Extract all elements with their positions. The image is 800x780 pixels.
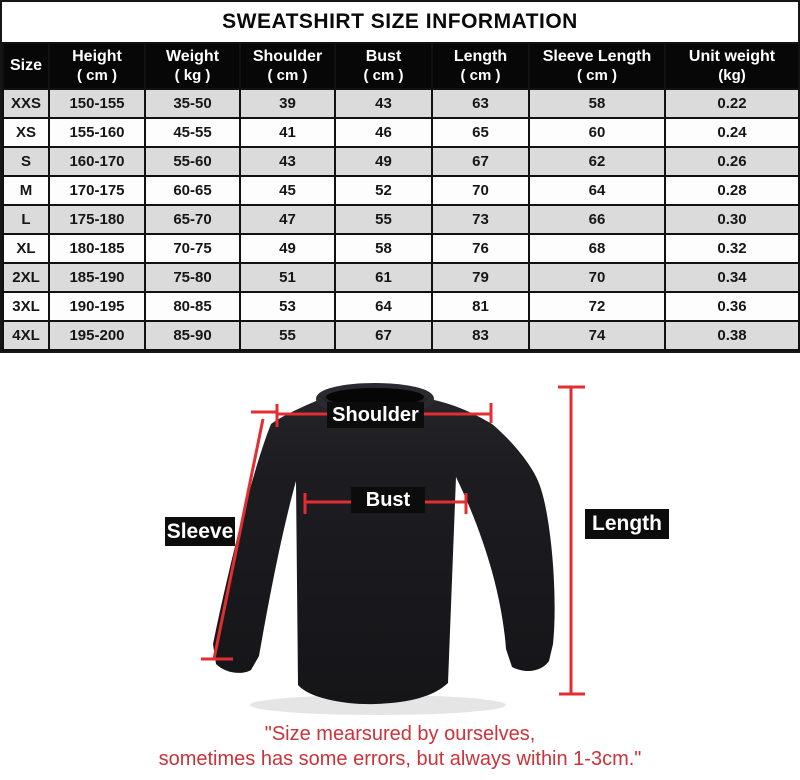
table-cell: 67 bbox=[335, 321, 432, 350]
table-cell: 49 bbox=[240, 234, 335, 263]
table-cell: 79 bbox=[432, 263, 529, 292]
column-header: Shoulder ( cm ) bbox=[240, 43, 335, 89]
table-cell: 35-50 bbox=[145, 89, 240, 118]
table-cell: L bbox=[3, 205, 49, 234]
table-cell: 63 bbox=[432, 89, 529, 118]
table-cell: 85-90 bbox=[145, 321, 240, 350]
column-header: Unit weight (kg) bbox=[665, 43, 799, 89]
table-cell: 41 bbox=[240, 118, 335, 147]
column-header: Height ( cm ) bbox=[49, 43, 145, 89]
table-cell: 43 bbox=[335, 89, 432, 118]
table-cell: 3XL bbox=[3, 292, 49, 321]
table-cell: 0.36 bbox=[665, 292, 799, 321]
table-cell: 175-180 bbox=[49, 205, 145, 234]
title-band bbox=[2, 2, 798, 42]
table-cell: 45-55 bbox=[145, 118, 240, 147]
table-cell: 170-175 bbox=[49, 176, 145, 205]
table-row bbox=[3, 147, 799, 176]
table-cell: M bbox=[3, 176, 49, 205]
measurement-disclaimer bbox=[0, 722, 800, 772]
table-cell: S bbox=[3, 147, 49, 176]
table-cell: 0.24 bbox=[665, 118, 799, 147]
table-cell: 0.28 bbox=[665, 176, 799, 205]
table-cell: 60 bbox=[529, 118, 665, 147]
table-cell: 70 bbox=[432, 176, 529, 205]
measurement-diagram bbox=[0, 367, 800, 723]
table-cell: 83 bbox=[432, 321, 529, 350]
sleeve-label: Sleeve bbox=[165, 517, 235, 546]
table-cell: 67 bbox=[432, 147, 529, 176]
table-cell: 39 bbox=[240, 89, 335, 118]
column-header: Size bbox=[3, 43, 49, 89]
table-cell: 180-185 bbox=[49, 234, 145, 263]
table-cell: 61 bbox=[335, 263, 432, 292]
table-cell: 55 bbox=[240, 321, 335, 350]
table-cell: XXS bbox=[3, 89, 49, 118]
table-cell: 64 bbox=[335, 292, 432, 321]
table-row bbox=[3, 263, 799, 292]
table-cell: 0.34 bbox=[665, 263, 799, 292]
table-cell: 52 bbox=[335, 176, 432, 205]
table-cell: XL bbox=[3, 234, 49, 263]
length-label: Length bbox=[585, 509, 669, 539]
table-cell: 76 bbox=[432, 234, 529, 263]
column-header: Length ( cm ) bbox=[432, 43, 529, 89]
table-cell: 72 bbox=[529, 292, 665, 321]
table-cell: 70 bbox=[529, 263, 665, 292]
sweatshirt-body bbox=[213, 385, 555, 704]
table-cell: 160-170 bbox=[49, 147, 145, 176]
table-cell: 75-80 bbox=[145, 263, 240, 292]
bust-label: Bust bbox=[351, 487, 425, 513]
size-table-block bbox=[0, 0, 800, 353]
table-cell: 185-190 bbox=[49, 263, 145, 292]
table-cell: 51 bbox=[240, 263, 335, 292]
table-cell: 74 bbox=[529, 321, 665, 350]
page-title: SWEATSHIRT SIZE INFORMATION bbox=[222, 10, 578, 33]
table-cell: 68 bbox=[529, 234, 665, 263]
table-cell: 195-200 bbox=[49, 321, 145, 350]
table-cell: 49 bbox=[335, 147, 432, 176]
table-row bbox=[3, 292, 799, 321]
table-row bbox=[3, 321, 799, 350]
table-cell: 47 bbox=[240, 205, 335, 234]
table-cell: 73 bbox=[432, 205, 529, 234]
table-cell: 0.22 bbox=[665, 89, 799, 118]
table-cell: XS bbox=[3, 118, 49, 147]
table-cell: 62 bbox=[529, 147, 665, 176]
size-table-header bbox=[3, 43, 799, 89]
size-table-body bbox=[3, 89, 799, 350]
table-cell: 58 bbox=[335, 234, 432, 263]
table-cell: 43 bbox=[240, 147, 335, 176]
table-cell: 55-60 bbox=[145, 147, 240, 176]
column-header: Bust ( cm ) bbox=[335, 43, 432, 89]
disclaimer-line-2: sometimes has some errors, but always within 1-3cm." bbox=[158, 748, 642, 770]
table-cell: 0.32 bbox=[665, 234, 799, 263]
table-row bbox=[3, 89, 799, 118]
table-cell: 55 bbox=[335, 205, 432, 234]
table-cell: 2XL bbox=[3, 263, 49, 292]
table-cell: 66 bbox=[529, 205, 665, 234]
table-cell: 0.26 bbox=[665, 147, 799, 176]
table-cell: 80-85 bbox=[145, 292, 240, 321]
table-cell: 81 bbox=[432, 292, 529, 321]
table-cell: 0.30 bbox=[665, 205, 799, 234]
table-cell: 0.38 bbox=[665, 321, 799, 350]
table-cell: 65-70 bbox=[145, 205, 240, 234]
table-cell: 45 bbox=[240, 176, 335, 205]
table-row bbox=[3, 118, 799, 147]
table-cell: 58 bbox=[529, 89, 665, 118]
table-cell: 150-155 bbox=[49, 89, 145, 118]
size-table bbox=[2, 42, 800, 351]
table-cell: 53 bbox=[240, 292, 335, 321]
table-cell: 190-195 bbox=[49, 292, 145, 321]
table-row bbox=[3, 205, 799, 234]
table-cell: 155-160 bbox=[49, 118, 145, 147]
disclaimer-line-1: "Size mearsured by ourselves, bbox=[264, 723, 536, 745]
column-header: Sleeve Length ( cm ) bbox=[529, 43, 665, 89]
table-cell: 60-65 bbox=[145, 176, 240, 205]
shoulder-label: Shoulder bbox=[327, 402, 424, 428]
table-cell: 65 bbox=[432, 118, 529, 147]
table-cell: 46 bbox=[335, 118, 432, 147]
table-cell: 70-75 bbox=[145, 234, 240, 263]
table-cell: 4XL bbox=[3, 321, 49, 350]
table-row bbox=[3, 234, 799, 263]
column-header: Weight ( kg ) bbox=[145, 43, 240, 89]
table-cell: 64 bbox=[529, 176, 665, 205]
table-row bbox=[3, 176, 799, 205]
